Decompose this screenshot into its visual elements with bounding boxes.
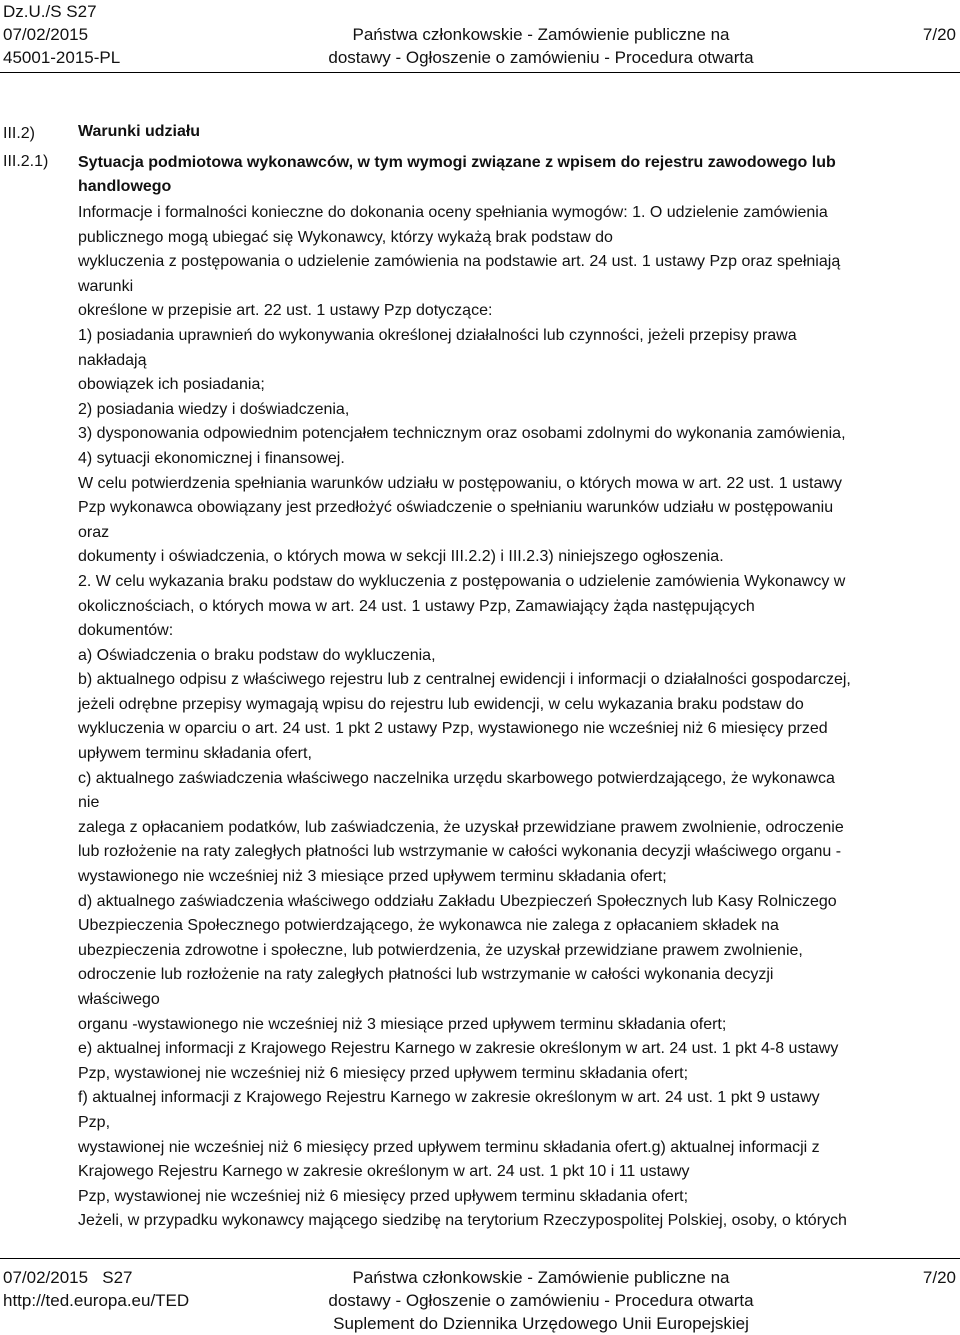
body-line: a) Oświadczenia o braku podstaw do wykluczenia, [78, 646, 436, 664]
body-line: lub rozłożenie na raty zaległych płatności lub wstrzymanie w całości wykonania decyzji właściwego organu - [78, 843, 842, 861]
footer-rule [0, 1258, 960, 1259]
body-line: Informacje i formalności konieczne do dokonania oceny spełniania wymogów: 1. O udzielenie zamówienia [78, 204, 828, 221]
section-title-main: Warunki udziału [78, 123, 201, 140]
body-line: 2) posiadania wiedzy i doświadczenia, [78, 400, 350, 418]
body-line: Pzp, wystawionej nie wcześniej niż 6 miesięcy przed upływem terminu składania ofert; [78, 1187, 689, 1205]
body-line: oraz [78, 523, 110, 541]
body-line: organu -wystawionego nie wcześniej niż 3 miesiące przed upływem terminu składania ofert; [78, 1015, 727, 1033]
body-line: d) aktualnego zaświadczenia właściwego oddziału Zakładu Ubezpieczeń Społecznych lub Kasy Rolniczego [78, 892, 837, 910]
body-line: Pzp wykonawca obowiązany jest przedłożyć oświadczenie o spełnianiu warunków udziału w postępowaniu [78, 499, 834, 517]
body-line: c) aktualnego zaświadczenia właściwego naczelnika urzędu skarbowego potwierdzającego, że wykonawca [78, 769, 835, 787]
body-line: Pzp, [78, 1113, 111, 1131]
body-line: wystawionego nie wcześniej niż 3 miesiące przed upływem terminu składania ofert; [78, 868, 667, 886]
section-title-sub [78, 151, 948, 199]
body-line: ubezpieczenia zdrowotne i społeczne, lub potwierdzenia, że uzyskał przewidziane prawem zwolnienie, [78, 941, 803, 959]
header-notice-id: 45001-2015-PL [3, 48, 121, 67]
body-line: Pzp, wystawionej nie wcześniej niż 6 miesięcy przed upływem terminu składania ofert; [78, 1064, 689, 1082]
footer-page-number: 7/20 [922, 1268, 956, 1287]
body-line: 3) dysponowania odpowiednim potencjałem technicznym oraz osobami zdolnymi do wykonania zamówienia, [78, 425, 846, 443]
body-line: nakładają [78, 351, 147, 369]
body-line: b) aktualnego odpisu z właściwego rejestru lub z centralnej ewidencji i informacji o działalności gospodarczej, [78, 671, 851, 689]
body-line: 1) posiadania uprawnień do wykonywania określonej działalności lub czynności, jeżeli przepisy prawa [78, 326, 797, 344]
header-title-line-2: dostawy - Ogłoszenie o zamówieniu - Procedura otwarta [328, 48, 754, 67]
body-line: wykluczenia z postępowania o udzielenie zamówienia na podstawie art. 24 ust. 1 ustawy Pzp oraz spełniają [78, 253, 841, 271]
body-line: Krajowego Rejestru Karnego w zakresie określonym w art. 24 ust. 1 pkt 10 i 11 ustawy [78, 1163, 690, 1181]
body-line: dokumentów: [78, 622, 174, 640]
body-line: okolicznościach, o których mowa w art. 24 ust. 1 ustawy Pzp, Zamawiający żąda następujących [78, 597, 755, 615]
footer-title-line-2: dostawy - Ogłoszenie o zamówieniu - Procedura otwarta [328, 1291, 754, 1310]
footer-date: 07/02/2015 [3, 1268, 89, 1287]
body-line: Ubezpieczenia Społecznego potwierdzającego, że wykonawca nie zalega z opłacaniem składek na [78, 917, 779, 935]
body-line: W celu potwierdzenia spełniania warunków udziału w postępowaniu, o których mowa w art. 22 ust. 1 ustawy [78, 474, 842, 492]
footer-title [0, 1266, 960, 1335]
body-line: odroczenie lub rozłożenie na raty zaległych płatności lub wstrzymanie w całości wykonania decyzji [78, 966, 774, 984]
body-line: określone w przepisie art. 22 ust. 1 ustawy Pzp dotyczące: [78, 302, 493, 320]
body-line: warunki [78, 277, 134, 295]
section-number-sub: III.2.1) [3, 153, 49, 170]
body-line: Jeżeli, w przypadku wykonawcy mającego siedzibę na terytorium Rzeczypospolitej Polskiej, osoby, o których [78, 1212, 847, 1230]
body-line: jeżeli odrębne przepisy wymagają wpisu do rejestru lub ewidencji, w celu wykazania braku podstaw do [78, 695, 804, 713]
header-title-line-1: Państwa członkowskie - Zamówienie publiczne na [352, 25, 730, 44]
section-title-sub-line-1: Sytuacja podmiotowa wykonawców, w tym wymogi związane z wpisem do rejestru zawodowego lub [78, 154, 836, 171]
header-page-number: 7/20 [922, 25, 956, 44]
body-line: właściwego [78, 991, 160, 1008]
footer-url[interactable]: http://ted.europa.eu/TED [3, 1291, 190, 1310]
header-rule [0, 72, 960, 73]
body-line: 4) sytuacji ekonomicznej i finansowej. [78, 449, 345, 467]
footer-title-line-3: Suplement do Dziennika Urzędowego Unii Europejskiej [333, 1314, 749, 1333]
section-body-text [78, 201, 851, 1234]
header-date: 07/02/2015 [3, 25, 89, 44]
body-line: dokumenty i oświadczenia, o których mowa w sekcji III.2.2) i III.2.3) niniejszego ogłoszenia. [78, 548, 724, 566]
header-title [0, 0, 960, 69]
body-line: e) aktualnej informacji z Krajowego Rejestru Karnego w zakresie określonym w art. 24 ust. 1 pkt 4-8 ustawy [78, 1040, 839, 1058]
body-line: zalega z opłacaniem podatków, lub zaświadczenia, że uzyskał przewidziane prawem zwolnienie, odroczenie [78, 818, 844, 836]
body-line: f) aktualnej informacji z Krajowego Rejestru Karnego w zakresie określonym w art. 24 ust. 1 pkt 9 ustawy [78, 1089, 820, 1107]
body-line: obowiązek ich posiadania; [78, 376, 265, 394]
body-line: publicznego mogą ubiegać się Wykonawcy, którzy wykażą brak podstaw do [78, 228, 613, 246]
body-line: wykluczenia w oparciu o art. 24 ust. 1 pkt 2 ustawy Pzp, wystawionego nie wcześniej niż 6 miesięcy przed [78, 720, 828, 738]
section-title-sub-line-2: handlowego [78, 178, 172, 195]
body-line: 2. W celu wykazania braku podstaw do wykluczenia z postępowania o udzielenie zamówienia Wykonawcy w [78, 572, 846, 590]
header-journal-ref: Dz.U./S S27 [3, 2, 97, 21]
footer-series: S27 [102, 1268, 133, 1287]
section-number-main: III.2) [3, 125, 36, 142]
body-line: nie [78, 794, 100, 812]
footer-title-line-1: Państwa członkowskie - Zamówienie publiczne na [352, 1268, 730, 1287]
body-line: upływem terminu składania ofert, [78, 745, 312, 763]
body-line: wystawionej nie wcześniej niż 6 miesięcy przed upływem terminu składania ofert.g) aktualnej informacji z [78, 1138, 820, 1156]
